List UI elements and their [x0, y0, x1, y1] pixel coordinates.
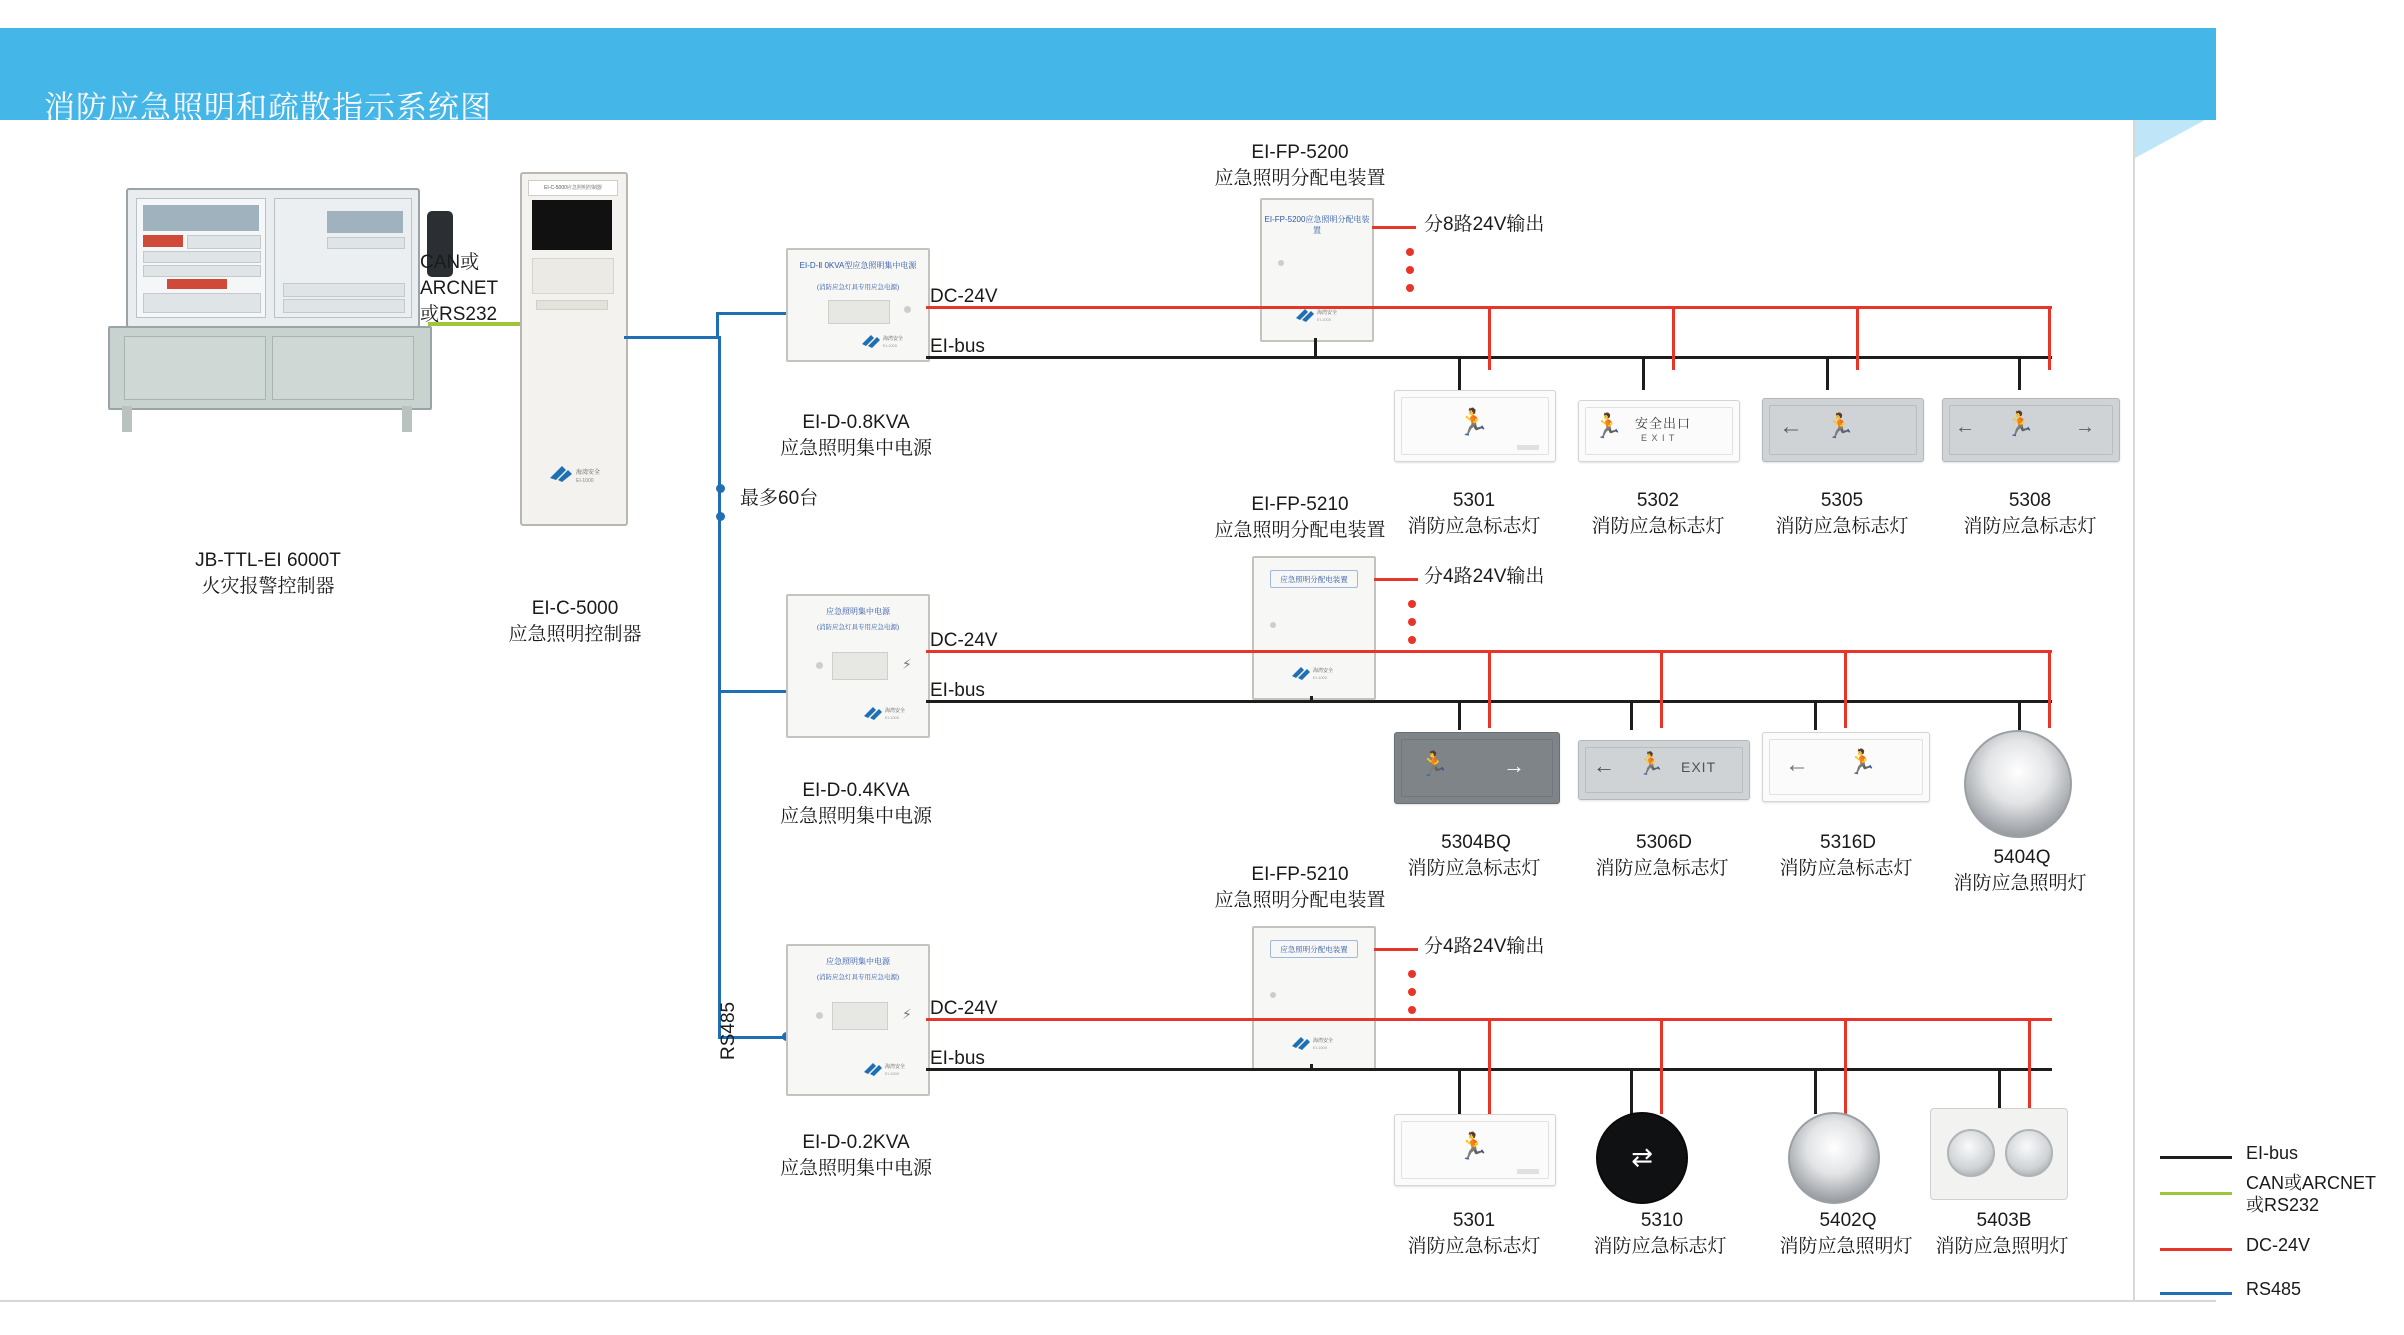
- eibus-drop-2c: [1814, 700, 1817, 730]
- page-title: 消防应急照明和疏散指示系统图: [44, 90, 492, 125]
- eibus-drop-2a: [1458, 700, 1461, 730]
- lamp-5404Q-model: 5404Q: [1993, 847, 2051, 868]
- lamp-5316D-r2: ← 🏃: [1762, 732, 1930, 802]
- lamp-5302-sub-text: E X I T: [1641, 433, 1676, 443]
- lamp-5310-model: 5310: [1640, 1210, 1684, 1231]
- dc24v-drop-2c: [1844, 650, 1847, 728]
- header-fold-decoration: [2135, 120, 2205, 158]
- dist2-desc-label: 应急照明分配电装置: [1214, 520, 1386, 541]
- lamp-5305-r1-desc: 消防应急标志灯: [1775, 516, 1909, 537]
- svg-text:EI-1000: EI-1000: [1313, 675, 1328, 680]
- psu1-model-label: EI-D-0.8KVA: [802, 412, 910, 433]
- legend-item-rs485: [2160, 1276, 2380, 1310]
- psu3-model-label: EI-D-0.2KVA: [802, 1132, 910, 1153]
- distribution-box-1: [1260, 198, 1374, 342]
- expand-dot-2: [716, 512, 725, 521]
- eibus-drop-1d: [2018, 356, 2021, 390]
- dist3-eibus-drop: [1310, 1064, 1313, 1070]
- eibus-drop-1a: [1458, 356, 1461, 390]
- facp-desc-label: 火灾报警控制器: [201, 576, 335, 597]
- lamp-5404Q-r2: [1964, 730, 2072, 838]
- lamp-5304BQ-desc: 消防应急标志灯: [1407, 858, 1541, 879]
- can-label-line2: ARCNET: [420, 278, 499, 299]
- lamp-5305-r1: ← 🏃: [1762, 398, 1924, 462]
- eibus-drop-1c: [1826, 356, 1829, 390]
- rs485-branch-psu2: [718, 690, 786, 693]
- dc24v-drop-1a: [1488, 306, 1491, 370]
- svg-text:海湾安全: 海湾安全: [1317, 310, 1338, 316]
- psu3-panel-sub: (消防应急灯具专用应急电源): [816, 974, 900, 981]
- eibus-drop-3c: [1814, 1068, 1817, 1114]
- lamp-5316D-desc: 消防应急标志灯: [1779, 858, 1913, 879]
- eibus-label-1: EI-bus: [930, 336, 985, 357]
- legend-item-can: [2160, 1173, 2380, 1215]
- rs485-from-controller: [624, 336, 720, 339]
- dist3-output-dot-2: [1408, 988, 1416, 996]
- dc24v-drop-1d: [2048, 306, 2051, 370]
- dist2-output-label: 分4路24V输出: [1424, 566, 1545, 587]
- lamp-5301-r1-model: 5301: [1452, 490, 1496, 511]
- dist2-model-label: EI-FP-5210: [1251, 494, 1349, 515]
- lamp-5302-r1-desc: 消防应急标志灯: [1591, 516, 1725, 537]
- dist1-output-dot-1: [1406, 248, 1414, 256]
- lamp-5402Q-r3: [1788, 1112, 1880, 1204]
- page-header: [0, 28, 2216, 125]
- distribution-box-2: [1252, 556, 1376, 700]
- right-divider: [2133, 120, 2135, 1300]
- lamp-5301-r3-model: 5301: [1452, 1210, 1496, 1231]
- dist1-desc-label: 应急照明分配电装置: [1214, 168, 1386, 189]
- emergency-lighting-controller: [520, 172, 628, 526]
- dist3-output-dot-1: [1408, 970, 1416, 978]
- dist2-output-dot-1: [1408, 600, 1416, 608]
- dc24v-drop-3a: [1488, 1018, 1491, 1114]
- eibus-drop-3a: [1458, 1068, 1461, 1114]
- lamp-5306D-text: EXIT: [1681, 759, 1717, 775]
- svg-text:海湾安全: 海湾安全: [883, 336, 904, 342]
- dc24v-drop-3c: [1844, 1018, 1847, 1114]
- legend-label-can-line2: 或RS232: [2246, 1195, 2320, 1215]
- legend-item-eibus: [2160, 1140, 2380, 1174]
- svg-text:EI-1000: EI-1000: [883, 343, 898, 348]
- dist1-model-label: EI-FP-5200: [1251, 142, 1349, 163]
- psu2-panel-title: 应急照明集中电源: [826, 607, 890, 616]
- psu1-panel-title: EI-D-Ⅱ 0KVA型应急照明集中电源: [799, 261, 917, 270]
- dist3-desc-label: 应急照明分配电装置: [1214, 890, 1386, 911]
- lamp-5403B-desc: 消防应急照明灯: [1935, 1236, 2069, 1257]
- lamp-5302-main-text: 安全出口: [1635, 416, 1692, 431]
- dist1-output-line: [1372, 226, 1416, 229]
- controller-model-label: EI-C-5000: [531, 598, 619, 619]
- svg-text:海湾安全: 海湾安全: [885, 1064, 906, 1070]
- dist3-output-label: 分4路24V输出: [1424, 936, 1545, 957]
- dist1-eibus-drop: [1314, 338, 1317, 358]
- lamp-5304BQ-model: 5304BQ: [1441, 832, 1511, 853]
- eibus-drop-1b: [1642, 356, 1645, 390]
- dist3-panel-text: 应急照明分配电装置: [1280, 945, 1348, 954]
- psu3-panel-title: 应急照明集中电源: [826, 957, 890, 966]
- psu2-desc-label: 应急照明集中电源: [779, 806, 932, 827]
- power-supply-unit-2: 应急照明集中电源 (消防应急灯具专用应急电源) 海湾安全 EI-1000 ⚡: [786, 594, 930, 738]
- lamp-5402Q-desc: 消防应急照明灯: [1779, 1236, 1913, 1257]
- controller-screen: [532, 200, 612, 250]
- lamp-5305-r1-model: 5305: [1820, 490, 1864, 511]
- dist1-output-label: 分8路24V输出: [1424, 214, 1545, 235]
- legend-label-eibus: EI-bus: [2246, 1143, 2299, 1163]
- controller-panel-text: EI-C-5000应急照明控制器: [528, 180, 618, 196]
- fire-alarm-control-panel: [108, 188, 428, 438]
- svg-text:EI-1000: EI-1000: [576, 478, 594, 484]
- dc24v-label-2: DC-24V: [930, 630, 998, 651]
- expand-dot-1: [716, 484, 725, 493]
- legend-item-dc24v: [2160, 1232, 2380, 1266]
- eibus-drop-3b: [1630, 1068, 1633, 1114]
- dist2-output-dot-3: [1408, 636, 1416, 644]
- dc24v-drop-3b: [1660, 1018, 1663, 1114]
- lamp-5308-r1-model: 5308: [2008, 490, 2052, 511]
- rs485-trunk-vertical: [718, 336, 721, 1036]
- max-units-label: 最多60台: [740, 488, 819, 509]
- lamp-5301-r1-desc: 消防应急标志灯: [1407, 516, 1541, 537]
- psu2-model-label: EI-D-0.4KVA: [802, 780, 910, 801]
- facp-model-label: JB-TTL-EI 6000T: [195, 550, 341, 571]
- controller-desc-label: 应急照明控制器: [508, 624, 642, 645]
- lamp-5306D-r2: ← 🏃 EXIT: [1578, 740, 1750, 800]
- svg-text:EI-1000: EI-1000: [885, 1071, 900, 1076]
- lamp-5308-r1: ← 🏃 →: [1942, 398, 2120, 462]
- rs485-branch-psu1-riser: [716, 312, 719, 338]
- lamp-5310-r3: ⇄: [1596, 1112, 1688, 1204]
- can-label-line3: 或RS232: [420, 304, 498, 325]
- can-label-line1: CAN或: [420, 252, 480, 273]
- eibus-drop-2d: [2018, 700, 2021, 730]
- dist2-output-line: [1374, 578, 1418, 581]
- svg-text:EI-1000: EI-1000: [885, 715, 900, 720]
- lamp-5302-r1-model: 5302: [1636, 490, 1680, 511]
- psu2-panel-sub: (消防应急灯具专用应急电源): [816, 624, 900, 631]
- legend-label-can-line1: CAN或ARCNET: [2246, 1173, 2377, 1193]
- rs485-label: RS485: [718, 1001, 739, 1060]
- svg-text:海湾安全: 海湾安全: [1313, 1038, 1334, 1044]
- dc24v-drop-2b: [1660, 650, 1663, 728]
- eibus-label-2: EI-bus: [930, 680, 985, 701]
- svg-text:海湾安全: 海湾安全: [1313, 668, 1334, 674]
- lamp-5403B-model: 5403B: [1976, 1210, 2032, 1231]
- power-supply-unit-3: 应急照明集中电源 (消防应急灯具专用应急电源) 海湾安全 EI-1000 ⚡: [786, 944, 930, 1096]
- lamp-5301-r3-desc: 消防应急标志灯: [1407, 1236, 1541, 1257]
- distribution-box-3: [1252, 926, 1376, 1070]
- dist3-model-label: EI-FP-5210: [1251, 864, 1349, 885]
- bottom-divider: [0, 1300, 2216, 1302]
- lamp-5404Q-desc: 消防应急照明灯: [1953, 873, 2087, 894]
- lamp-5301-r3: 🏃: [1394, 1114, 1556, 1186]
- dc24v-drop-3d: [2028, 1018, 2031, 1114]
- dc24v-drop-1c: [1856, 306, 1859, 370]
- svg-text:海湾安全: 海湾安全: [885, 708, 906, 714]
- legend-label-dc24v: DC-24V: [2246, 1235, 2311, 1255]
- dc24v-label-3: DC-24V: [930, 998, 998, 1019]
- dist2-panel-text: 应急照明分配电装置: [1280, 575, 1348, 584]
- dist1-output-dot-2: [1406, 266, 1414, 274]
- lamp-5304BQ-r2: 🏃 →: [1394, 732, 1560, 804]
- eibus-drop-2b: [1630, 700, 1633, 730]
- legend-label-rs485: RS485: [2246, 1279, 2302, 1299]
- svg-text:EI-1000: EI-1000: [1313, 1045, 1328, 1050]
- dist3-output-line: [1374, 948, 1418, 951]
- power-supply-unit-1: [786, 248, 930, 362]
- dc24v-drop-2d: [2048, 650, 2051, 728]
- dist1-panel-text: EI-FP-5200应急照明分配电装置: [1264, 215, 1370, 235]
- dist1-output-dot-3: [1406, 284, 1414, 292]
- dc24v-drop-2a: [1488, 650, 1491, 728]
- dc24v-label-1: DC-24V: [930, 286, 998, 307]
- dist2-output-dot-2: [1408, 618, 1416, 626]
- svg-text:海湾安全: 海湾安全: [576, 470, 601, 476]
- rs485-branch-psu1: [718, 312, 786, 315]
- lamp-5302-r1: 🏃 安全出口 E X I T: [1578, 400, 1740, 462]
- lamp-5306D-desc: 消防应急标志灯: [1595, 858, 1729, 879]
- psu1-panel-sub: (消防应急灯具专用应急电源): [816, 284, 900, 291]
- lamp-5301-r1: 🏃: [1394, 390, 1556, 462]
- dc24v-drop-1b: [1672, 306, 1675, 370]
- lamp-5308-r1-desc: 消防应急标志灯: [1963, 516, 2097, 537]
- psu3-desc-label: 应急照明集中电源: [779, 1158, 932, 1179]
- lamp-5316D-model: 5316D: [1820, 832, 1876, 853]
- dist3-output-dot-3: [1408, 1006, 1416, 1014]
- lamp-5402Q-model: 5402Q: [1819, 1210, 1877, 1231]
- psu1-desc-label: 应急照明集中电源: [779, 438, 932, 459]
- lamp-5310-desc: 消防应急标志灯: [1593, 1236, 1727, 1257]
- dist2-eibus-drop: [1310, 696, 1313, 702]
- lamp-5306D-model: 5306D: [1636, 832, 1692, 853]
- eibus-label-3: EI-bus: [930, 1048, 985, 1069]
- lamp-5403B-r3: [1930, 1108, 2068, 1200]
- svg-text:EI-1000: EI-1000: [1317, 317, 1332, 322]
- controller-logo: [548, 464, 602, 486]
